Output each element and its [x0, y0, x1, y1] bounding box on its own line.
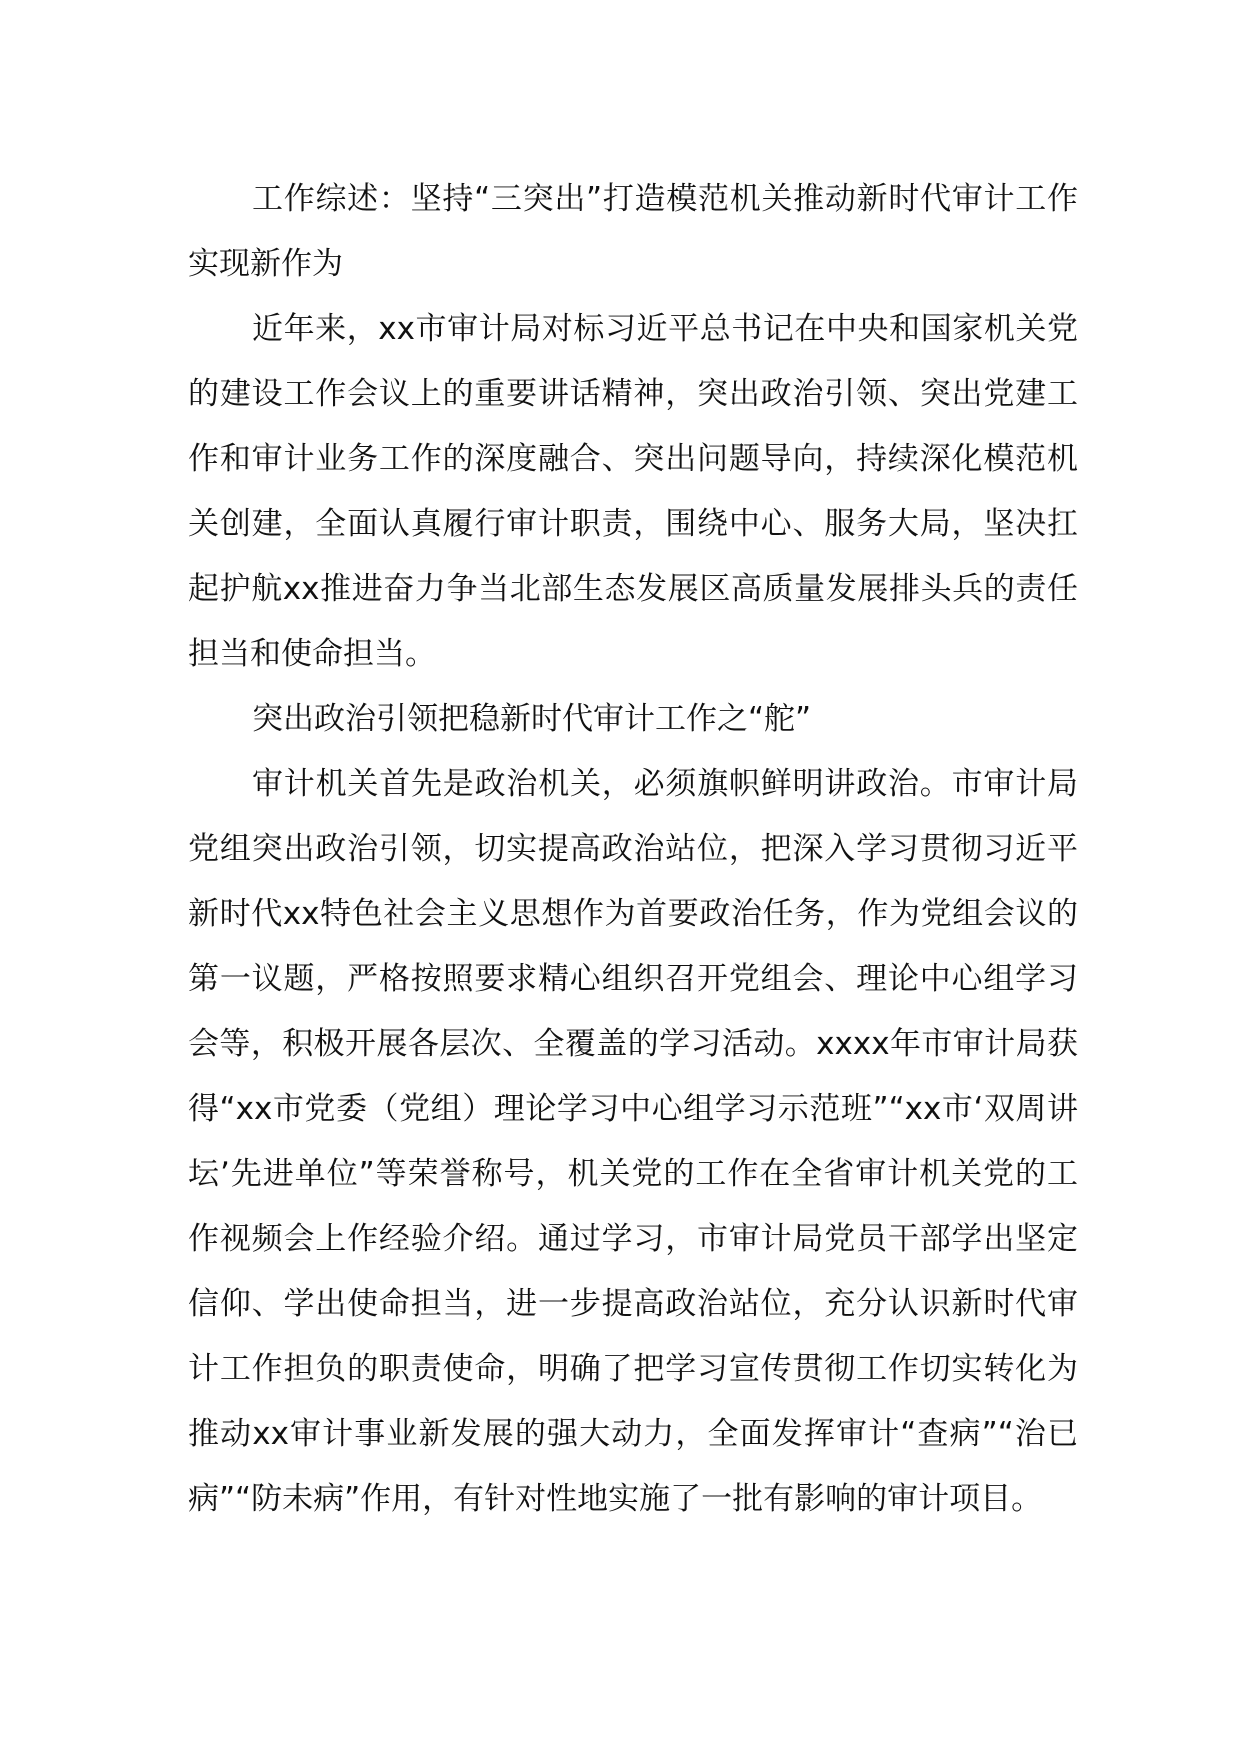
section-heading-paragraph: 突出政治引领把稳新时代审计工作之“舵”	[252, 701, 812, 737]
heading-paragraph: 工作综述：坚持“三突出”打造模范机关推动新时代审计工作实现新作为	[188, 181, 1078, 282]
intro-paragraph: 近年来，xx市审计局对标习近平总书记在中央和国家机关党的建设工作会议上的重要讲话精神，突出政治引领、突出党建工作和审计业务工作的深度融合、突出问题导向，持续深化模范机关创建，全面认真履行审计职责，围绕中心、服务大局，坚决扛起护航xx推进奋力争当北部生态发展区高质量发展排头兵的责任担当和使命担当。	[188, 311, 1078, 672]
document-body	[188, 167, 1078, 1532]
body-paragraph: 审计机关首先是政治机关，必须旗帜鲜明讲政治。市审计局党组突出政治引领，切实提高政治站位，把深入学习贯彻习近平新时代xx特色社会主义思想作为首要政治任务，作为党组会议的第一议题，严格按照要求精心组织召开党组会、理论中心组学习会等，积极开展各层次、全覆盖的学习活动。xxxx年市审计局获得“xx市党委（党组）理论学习中心组学习示范班”“xx市‘双周讲坛’先进单位”等荣誉称号，机关党的工作在全省审计机关党的工作视频会上作经验介绍。通过学习，市审计局党员干部学出坚定信仰、学出使命担当，进一步提高政治站位，充分认识新时代审计工作担负的职责使命，明确了把学习宣传贯彻工作切实转化为推动xx审计事业新发展的强大动力，全面发挥审计“查病”“治已病”“防未病”作用，有针对性地实施了一批有影响的审计项目。	[188, 766, 1078, 1517]
